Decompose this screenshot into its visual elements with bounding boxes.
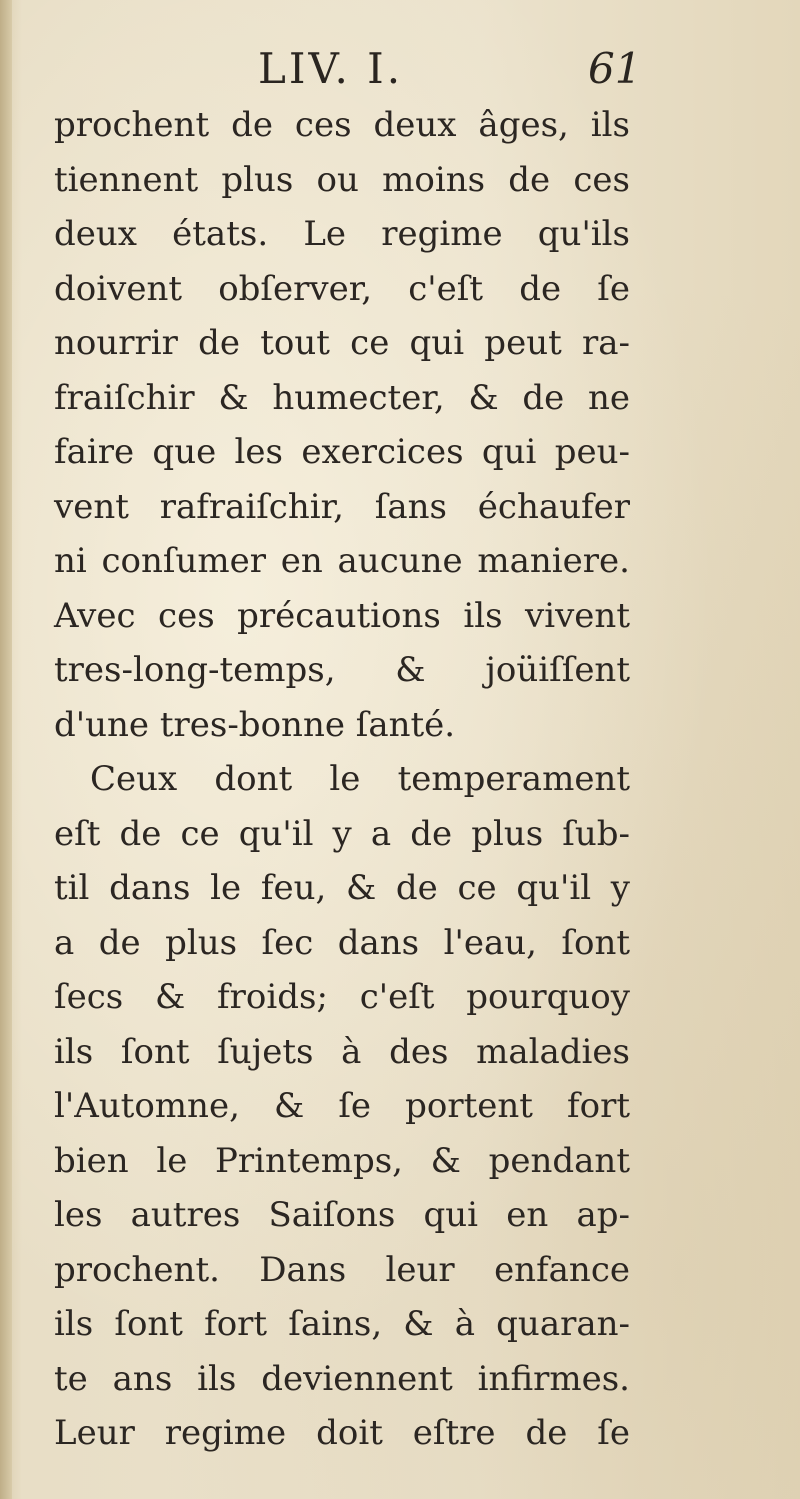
text-line: les autres Saiſons qui en ap- (54, 1195, 630, 1235)
text-line: a de plus ſec dans l'eau, ſont (54, 922, 630, 963)
page-number: 61 (588, 44, 642, 93)
text-line: ils ſont ſujets à des maladies (54, 1031, 630, 1072)
page-gutter (0, 0, 12, 1499)
text-line: l'Automne, & ſe portent fort (54, 1086, 630, 1126)
text-line: bien le Printemps, & pendant (54, 1140, 630, 1181)
text-line: nourrir de tout ce qui peut ra- (54, 323, 630, 363)
text-line: vent rafraiſchir, ſans échaufer (54, 486, 630, 527)
text-line: prochent. Dans leur enfance (54, 1249, 630, 1290)
text-line: ni conſumer en aucune maniere. (54, 541, 630, 581)
paragraph-2 (54, 752, 630, 1461)
text-line: fraiſchir & humecter, & de ne (54, 377, 630, 418)
text-line: tres-long-temps, & joüiſſent (54, 650, 630, 690)
text-line: tiennent plus ou moins de ces (54, 159, 630, 200)
text-line: d'une tres-bonne ſanté. (54, 704, 456, 745)
text-line: faire que les exercices qui peu- (54, 432, 630, 472)
text-line: til dans le feu, & de ce qu'il y (54, 868, 630, 908)
text-line: Avec ces précautions ils vivent (54, 595, 630, 636)
body-text (54, 98, 630, 1461)
page-header (0, 44, 800, 104)
paragraph-1 (54, 98, 630, 752)
text-line: Ceux dont le temperament (90, 759, 630, 799)
text-line: doivent obſerver, c'eſt de ſe (54, 268, 630, 309)
text-line: Leur regime doit eſtre de ſe (54, 1413, 630, 1453)
text-line: te ans ils deviennent infirmes. (54, 1358, 630, 1399)
text-line: ſecs & froids; c'eſt pourquoy (54, 977, 630, 1017)
text-line: ils ſont fort ſains, & à quaran- (54, 1304, 630, 1344)
text-line: prochent de ces deux âges, ils (54, 105, 630, 145)
running-head: LIV. I. (258, 44, 404, 93)
text-line: deux états. Le regime qu'ils (54, 214, 630, 254)
text-line: eſt de ce qu'il y a de plus ſub- (54, 813, 630, 854)
